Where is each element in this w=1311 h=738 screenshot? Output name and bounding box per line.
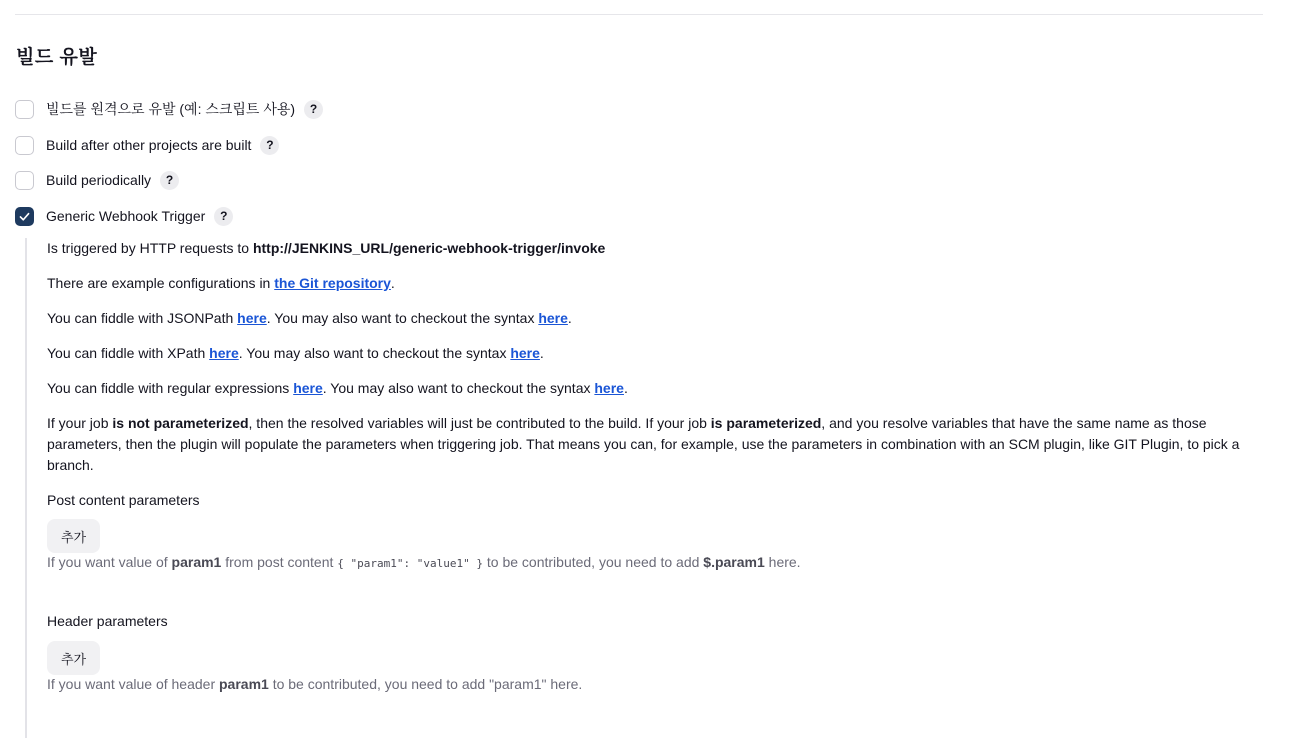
example-config-line: There are example configurations in the Git repository. — [47, 275, 395, 291]
regex-line: You can fiddle with regular expressions here. You may also want to checkout the syntax here. — [47, 380, 628, 396]
build-periodically-label[interactable]: Build periodically — [46, 172, 152, 188]
section-divider — [15, 14, 1263, 15]
xpath-syntax-link[interactable]: here — [510, 345, 540, 361]
option-build-periodically[interactable] — [15, 169, 179, 191]
section-title: 빌드 유발 — [16, 47, 98, 68]
jsonpath-syntax-link[interactable]: here — [538, 310, 568, 326]
generic-webhook-checkbox[interactable] — [15, 207, 34, 226]
option-build-after-other[interactable] — [15, 134, 279, 156]
parameterized-explanation: If your job is not parameterized, then the resolved variables will just be contributed to the build. If your job is parameterized, and you resolve variables that have the same name as those parameters, then the plugin will populate the parameters when triggering job. That means you can, for example, use the parameters in combination with an SCM plugin, like GIT Plugin, to pick a branch. — [47, 415, 1240, 473]
add-post-param-button[interactable]: 추가 — [47, 519, 100, 553]
remote-trigger-label[interactable]: 빌드를 원격으로 유발 (예: 스크립트 사용) — [46, 101, 296, 117]
trigger-url-line: Is triggered by HTTP requests to http://JENKINS_URL/generic-webhook-trigger/invoke — [47, 240, 606, 256]
regex-syntax-link[interactable]: here — [594, 380, 624, 396]
build-periodically-checkbox[interactable] — [15, 171, 34, 190]
build-after-other-label[interactable]: Build after other projects are built — [46, 137, 252, 153]
post-params-hint: If you want value of param1 from post content { "param1": "value1" } to be contributed, you need to add $.param1 here. — [47, 554, 801, 570]
git-repository-link[interactable]: the Git repository — [274, 275, 391, 291]
generic-webhook-label[interactable]: Generic Webhook Trigger — [46, 208, 206, 224]
generic-webhook-config — [25, 238, 1267, 738]
jsonpath-fiddle-link[interactable]: here — [237, 310, 267, 326]
json-example: { "param1": "value1" } — [337, 557, 483, 570]
xpath-line: You can fiddle with XPath here. You may also want to checkout the syntax here. — [47, 345, 544, 361]
remote-trigger-checkbox[interactable] — [15, 100, 34, 119]
post-params-label: Post content parameters — [47, 492, 200, 508]
xpath-fiddle-link[interactable]: here — [209, 345, 239, 361]
add-header-param-button[interactable]: 추가 — [47, 641, 100, 675]
checkmark-icon — [18, 210, 31, 223]
option-remote-trigger[interactable] — [15, 98, 323, 120]
header-params-hint: If you want value of header param1 to be contributed, you need to add "param1" here. — [47, 676, 583, 692]
regex-fiddle-link[interactable]: here — [293, 380, 323, 396]
option-generic-webhook-trigger[interactable] — [15, 205, 233, 227]
help-icon[interactable]: ? — [214, 207, 233, 226]
help-icon[interactable]: ? — [304, 100, 323, 119]
jsonpath-line: You can fiddle with JSONPath here. You may also want to checkout the syntax here. — [47, 310, 572, 326]
trigger-url: http://JENKINS_URL/generic-webhook-trigger/invoke — [252, 240, 606, 256]
help-icon[interactable]: ? — [260, 136, 279, 155]
header-params-label: Header parameters — [47, 613, 168, 629]
build-after-other-checkbox[interactable] — [15, 136, 34, 155]
help-icon[interactable]: ? — [160, 171, 179, 190]
